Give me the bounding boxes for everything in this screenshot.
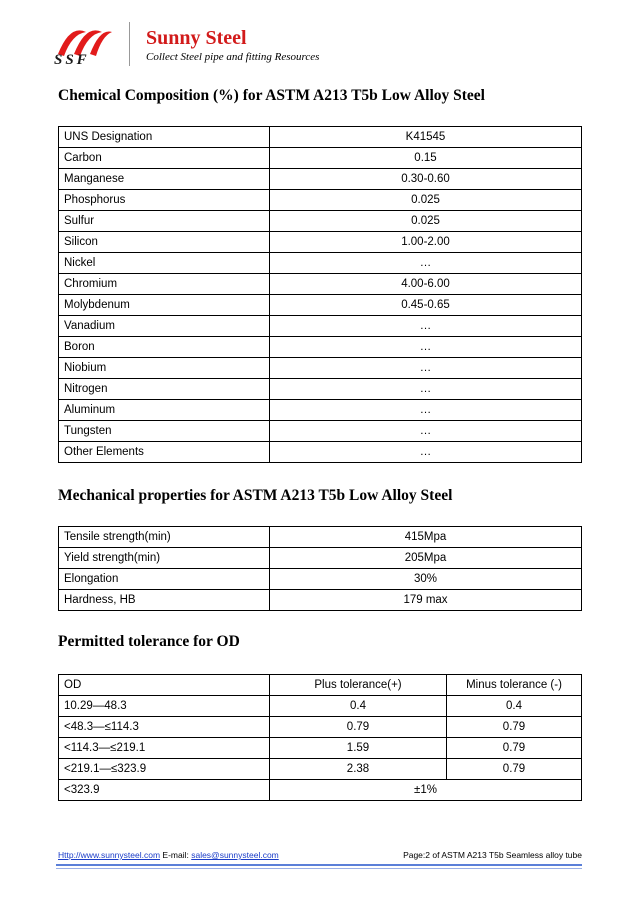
website-link[interactable]: Http://www.sunnysteel.com: [58, 850, 161, 860]
table-row: [59, 759, 582, 780]
chemical-composition-table: [58, 126, 582, 463]
table-cell: 0.025: [270, 190, 582, 211]
table-cell: Hardness, HB: [59, 590, 270, 611]
table-cell: …: [270, 421, 582, 442]
table-row: [59, 274, 582, 295]
brand-tagline: Collect Steel pipe and fitting Resources: [146, 51, 320, 63]
table-cell: Niobium: [59, 358, 270, 379]
table-cell: 0.30-0.60: [270, 169, 582, 190]
table-cell: ±1%: [270, 780, 582, 801]
table-row: [59, 127, 582, 148]
table-cell: Carbon: [59, 148, 270, 169]
table-row: [59, 316, 582, 337]
table-cell: <114.3—≤219.1: [59, 738, 270, 759]
table-cell: 4.00-6.00: [270, 274, 582, 295]
table-row: [59, 442, 582, 463]
table-cell: Nitrogen: [59, 379, 270, 400]
table-cell: Tensile strength(min): [59, 527, 270, 548]
table-cell: Tungsten: [59, 421, 270, 442]
table-cell: K41545: [270, 127, 582, 148]
table-cell: Yield strength(min): [59, 548, 270, 569]
table-cell: 0.79: [270, 717, 447, 738]
table-cell: 0.15: [270, 148, 582, 169]
table-cell: 0.79: [447, 717, 582, 738]
table-row: [59, 569, 582, 590]
table-row: [59, 232, 582, 253]
table-cell: 10.29—48.3: [59, 696, 270, 717]
table-row: [59, 211, 582, 232]
table-cell: 1.59: [270, 738, 447, 759]
table-cell: <48.3—≤114.3: [59, 717, 270, 738]
table-cell: 0.79: [447, 759, 582, 780]
table-cell: <219.1—≤323.9: [59, 759, 270, 780]
od-tolerance-table: [58, 674, 582, 801]
logo-lettering: SSF: [54, 52, 90, 66]
table-cell: …: [270, 337, 582, 358]
column-header: Plus tolerance(+): [270, 675, 447, 696]
od-tolerance-title: Permitted tolerance for OD: [58, 633, 240, 650]
mechanical-properties-table: [58, 526, 582, 611]
table-row: [59, 190, 582, 211]
table-cell: 0.4: [447, 696, 582, 717]
table-row: [59, 337, 582, 358]
table-cell: Chromium: [59, 274, 270, 295]
table-row: [59, 421, 582, 442]
table-row: [59, 253, 582, 274]
table-row: [59, 358, 582, 379]
table-cell: Sulfur: [59, 211, 270, 232]
table-row: [59, 738, 582, 759]
table-cell: Elongation: [59, 569, 270, 590]
email-link[interactable]: sales@sunnysteel.com: [191, 850, 279, 860]
table-row: [59, 379, 582, 400]
table-cell: 415Mpa: [270, 527, 582, 548]
table-cell: Vanadium: [59, 316, 270, 337]
table-row: [59, 400, 582, 421]
footer-rule: [56, 864, 582, 866]
table-row: [59, 717, 582, 738]
page-info: Page:2 of ASTM A213 T5b Seamless alloy tube: [403, 850, 582, 860]
table-cell: …: [270, 379, 582, 400]
brand-name: Sunny Steel: [146, 27, 247, 49]
column-header: Minus tolerance (-): [447, 675, 582, 696]
table-cell: 205Mpa: [270, 548, 582, 569]
table-row: [59, 148, 582, 169]
table-cell: UNS Designation: [59, 127, 270, 148]
table-cell: Aluminum: [59, 400, 270, 421]
table-cell: 0.45-0.65: [270, 295, 582, 316]
table-cell: …: [270, 253, 582, 274]
table-row: [59, 169, 582, 190]
table-row: [59, 527, 582, 548]
table-cell: …: [270, 400, 582, 421]
table-cell: …: [270, 358, 582, 379]
table-cell: 0.025: [270, 211, 582, 232]
table-cell: Other Elements: [59, 442, 270, 463]
table-cell: Nickel: [59, 253, 270, 274]
table-cell: …: [270, 442, 582, 463]
table-row: [59, 548, 582, 569]
table-cell: 179 max: [270, 590, 582, 611]
mechanical-properties-title: Mechanical properties for ASTM A213 T5b Low Alloy Steel: [58, 487, 453, 504]
table-row: [59, 696, 582, 717]
column-header: OD: [59, 675, 270, 696]
table-cell: Manganese: [59, 169, 270, 190]
table-row: [59, 590, 582, 611]
table-cell: 0.79: [447, 738, 582, 759]
footer-contact: [58, 850, 279, 860]
table-cell: 1.00-2.00: [270, 232, 582, 253]
table-cell: Boron: [59, 337, 270, 358]
footer-rule-thin: [56, 868, 582, 869]
table-cell: …: [270, 316, 582, 337]
table-header-row: [59, 675, 582, 696]
table-cell: Silicon: [59, 232, 270, 253]
table-cell: 30%: [270, 569, 582, 590]
table-row: [59, 295, 582, 316]
company-logo: [52, 24, 114, 66]
table-cell: 2.38: [270, 759, 447, 780]
table-cell: Phosphorus: [59, 190, 270, 211]
table-cell: 0.4: [270, 696, 447, 717]
table-cell: Molybdenum: [59, 295, 270, 316]
email-label: E-mail:: [160, 850, 192, 860]
table-row: [59, 780, 582, 801]
table-cell: <323.9: [59, 780, 270, 801]
header-divider: [129, 22, 130, 66]
chemical-composition-title: Chemical Composition (%) for ASTM A213 T5b Low Alloy Steel: [58, 87, 485, 104]
page-footer: [58, 850, 582, 860]
